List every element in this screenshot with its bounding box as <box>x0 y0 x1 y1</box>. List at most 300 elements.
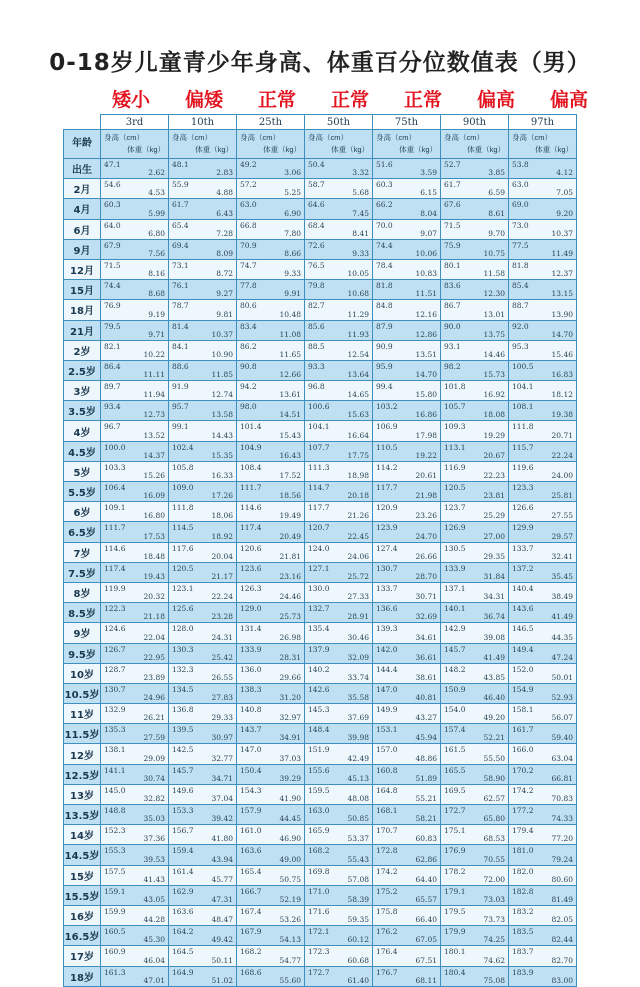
weight-value: 12.66 <box>279 370 301 380</box>
height-value: 66.2 <box>376 200 393 210</box>
height-value: 179.5 <box>444 906 466 916</box>
weight-value: 11.93 <box>347 329 369 339</box>
height-value: 149.4 <box>512 644 534 654</box>
height-value: 160.9 <box>104 947 126 957</box>
height-value: 145.7 <box>172 765 194 775</box>
value-cell <box>305 259 373 279</box>
weight-value: 39.08 <box>483 632 505 642</box>
weight-value: 34.61 <box>415 632 437 642</box>
weight-value: 42.49 <box>347 753 369 763</box>
weight-value: 34.31 <box>483 592 505 602</box>
weight-value: 10.05 <box>347 269 369 279</box>
weight-value: 24.31 <box>211 632 233 642</box>
value-cell <box>305 663 373 683</box>
weight-value: 43.27 <box>415 713 437 723</box>
weight-value: 36.61 <box>415 652 437 662</box>
percentile-header: 75th <box>373 115 441 130</box>
value-cell <box>509 482 577 502</box>
weight-value: 21.17 <box>211 571 233 581</box>
value-cell <box>237 461 305 481</box>
table-body <box>64 159 577 987</box>
weight-value: 27.33 <box>347 592 369 602</box>
height-value: 124.6 <box>104 624 126 634</box>
value-cell <box>237 239 305 259</box>
table-row <box>64 926 577 946</box>
value-cell <box>101 845 169 865</box>
value-cell <box>441 381 509 401</box>
weight-value: 29.57 <box>551 531 573 541</box>
weight-value: 22.45 <box>347 531 369 541</box>
weight-value: 13.52 <box>143 430 165 440</box>
weight-value: 8.68 <box>148 289 165 299</box>
height-value: 77.5 <box>512 240 529 250</box>
age-cell: 21月 <box>64 320 101 340</box>
weight-value: 51.02 <box>211 975 233 985</box>
category-labels <box>96 85 596 115</box>
height-label: 身高（cm） <box>376 133 416 142</box>
value-cell <box>509 401 577 421</box>
weight-value: 10.75 <box>483 248 505 258</box>
weight-value: 35.45 <box>551 571 573 581</box>
height-value: 98.2 <box>444 361 461 371</box>
weight-value: 3.32 <box>352 168 369 178</box>
value-cell <box>237 805 305 825</box>
table-row <box>64 360 577 380</box>
height-value: 105.7 <box>444 402 466 412</box>
value-cell <box>305 825 373 845</box>
height-value: 111.7 <box>104 523 126 533</box>
value-cell <box>237 421 305 441</box>
value-cell <box>101 825 169 845</box>
value-cell <box>101 421 169 441</box>
weight-value: 36.74 <box>483 612 505 622</box>
weight-value: 25.29 <box>483 511 505 521</box>
weight-value: 12.16 <box>415 309 437 319</box>
table-row <box>64 280 577 300</box>
weight-value: 45.94 <box>415 733 437 743</box>
height-value: 88.5 <box>308 341 325 351</box>
weight-value: 32.97 <box>279 713 301 723</box>
value-cell <box>305 522 373 542</box>
value-cell <box>441 744 509 764</box>
age-cell: 16岁 <box>64 905 101 925</box>
weight-value: 8.04 <box>420 208 437 218</box>
value-cell <box>237 663 305 683</box>
table-row <box>64 704 577 724</box>
height-value: 82.7 <box>308 301 325 311</box>
weight-value: 16.92 <box>483 390 505 400</box>
height-value: 99.4 <box>376 382 393 392</box>
value-cell <box>101 522 169 542</box>
weight-value: 27.59 <box>143 733 165 743</box>
age-cell: 9月 <box>64 239 101 259</box>
age-cell: 14岁 <box>64 825 101 845</box>
height-value: 129.0 <box>240 604 262 614</box>
weight-value: 28.70 <box>415 571 437 581</box>
value-cell <box>237 744 305 764</box>
value-cell <box>237 219 305 239</box>
height-value: 61.7 <box>444 180 461 190</box>
height-value: 91.9 <box>172 382 189 392</box>
table-row <box>64 683 577 703</box>
height-value: 127.1 <box>308 563 330 573</box>
table-row <box>64 482 577 502</box>
weight-value: 24.06 <box>347 551 369 561</box>
weight-value: 14.43 <box>211 430 233 440</box>
height-value: 104.9 <box>240 442 262 452</box>
value-cell <box>101 764 169 784</box>
value-cell <box>237 300 305 320</box>
height-label: 身高（cm） <box>444 133 484 142</box>
value-cell <box>509 905 577 925</box>
height-value: 79.8 <box>308 281 325 291</box>
height-value: 145.3 <box>308 705 330 715</box>
weight-value: 19.49 <box>279 511 301 521</box>
height-value: 90.0 <box>444 321 461 331</box>
value-cell <box>441 724 509 744</box>
value-cell <box>237 885 305 905</box>
value-cell <box>305 320 373 340</box>
weight-value: 7.80 <box>284 228 301 238</box>
height-value: 129.9 <box>512 523 534 533</box>
weight-value: 38.61 <box>415 672 437 682</box>
height-value: 95.9 <box>376 361 393 371</box>
weight-value: 9.70 <box>488 228 505 238</box>
height-value: 164.2 <box>172 927 194 937</box>
value-cell <box>373 582 441 602</box>
table-row <box>64 643 577 663</box>
weight-value: 5.25 <box>284 188 301 198</box>
height-value: 108.4 <box>240 462 262 472</box>
value-cell <box>237 542 305 562</box>
value-cell <box>441 461 509 481</box>
value-cell <box>373 199 441 219</box>
height-value: 87.9 <box>376 321 393 331</box>
table-row <box>64 179 577 199</box>
table-row <box>64 542 577 562</box>
height-value: 128.7 <box>104 664 126 674</box>
weight-value: 26.66 <box>415 551 437 561</box>
age-cell: 9.5岁 <box>64 643 101 663</box>
table-row <box>64 905 577 925</box>
height-value: 114.6 <box>240 503 262 513</box>
value-cell <box>373 784 441 804</box>
weight-value: 46.04 <box>143 955 165 965</box>
weight-value: 44.45 <box>279 814 301 824</box>
height-value: 171.6 <box>308 906 330 916</box>
value-cell <box>373 522 441 542</box>
weight-value: 41.43 <box>143 874 165 884</box>
weight-value: 3.85 <box>488 168 505 178</box>
weight-value: 77.20 <box>551 834 573 844</box>
weight-value: 48.08 <box>347 794 369 803</box>
value-cell <box>373 966 441 986</box>
height-value: 133.9 <box>240 644 262 654</box>
weight-value: 34.71 <box>211 773 233 783</box>
height-value: 135.4 <box>308 624 330 634</box>
value-cell <box>441 159 509 179</box>
weight-value: 9.71 <box>148 329 165 339</box>
weight-value: 57.08 <box>347 874 369 884</box>
value-cell <box>101 320 169 340</box>
height-value: 114.7 <box>308 483 330 492</box>
height-value: 147.0 <box>376 684 398 694</box>
height-value: 109.0 <box>172 483 194 492</box>
height-value: 119.9 <box>104 583 126 593</box>
height-value: 108.1 <box>512 402 534 412</box>
weight-value: 23.81 <box>483 491 505 501</box>
weight-value: 25.42 <box>211 652 233 662</box>
table-row <box>64 239 577 259</box>
value-cell <box>305 905 373 925</box>
table-row <box>64 865 577 885</box>
height-value: 76.9 <box>104 301 121 311</box>
age-cell: 6岁 <box>64 502 101 522</box>
value-cell <box>305 421 373 441</box>
value-cell <box>101 724 169 744</box>
weight-value: 29.66 <box>279 672 301 682</box>
age-cell: 2.5岁 <box>64 360 101 380</box>
height-value: 126.6 <box>512 503 534 513</box>
weight-value: 12.73 <box>143 410 165 420</box>
height-value: 143.6 <box>512 604 534 614</box>
value-cell <box>441 926 509 946</box>
weight-value: 73.73 <box>483 915 505 925</box>
weight-value: 29.09 <box>143 753 165 763</box>
value-cell <box>509 724 577 744</box>
value-cell <box>305 381 373 401</box>
value-cell <box>169 381 237 401</box>
table-row <box>64 562 577 582</box>
weight-value: 59.40 <box>551 733 573 743</box>
table-row <box>64 522 577 542</box>
weight-label: 体重（kg） <box>399 145 437 154</box>
percentile-header: 50th <box>305 115 373 130</box>
weight-value: 50.85 <box>347 814 369 824</box>
category-label: 偏高 <box>476 89 515 111</box>
height-value: 104.1 <box>512 382 534 392</box>
value-cell <box>169 724 237 744</box>
value-cell <box>237 360 305 380</box>
value-cell <box>101 502 169 522</box>
weight-value: 16.43 <box>279 450 301 460</box>
height-value: 109.3 <box>444 422 466 432</box>
height-value: 148.2 <box>444 664 466 674</box>
value-cell <box>237 603 305 623</box>
height-value: 123.3 <box>512 483 534 492</box>
height-value: 50.4 <box>308 160 325 169</box>
weight-value: 39.29 <box>279 773 301 783</box>
weight-value: 54.13 <box>279 935 301 945</box>
weight-value: 19.22 <box>415 450 437 460</box>
height-value: 86.7 <box>444 301 461 311</box>
value-cell <box>373 562 441 582</box>
weight-value: 46.40 <box>483 693 505 703</box>
value-cell <box>373 441 441 461</box>
weight-value: 4.53 <box>148 188 165 198</box>
weight-value: 11.85 <box>211 370 233 380</box>
table-row <box>64 441 577 461</box>
value-cell <box>169 643 237 663</box>
age-cell: 2岁 <box>64 340 101 360</box>
height-value: 135.3 <box>104 725 126 735</box>
height-value: 65.4 <box>172 220 189 230</box>
value-cell <box>169 704 237 724</box>
weight-value: 55.60 <box>279 975 301 985</box>
value-cell <box>509 845 577 865</box>
value-cell <box>441 966 509 986</box>
height-value: 80.1 <box>444 260 461 270</box>
height-value: 176.7 <box>376 967 398 977</box>
weight-value: 16.09 <box>143 491 165 501</box>
weight-value: 9.19 <box>148 309 165 319</box>
height-value: 171.0 <box>308 886 330 896</box>
value-cell <box>169 300 237 320</box>
value-cell <box>441 179 509 199</box>
value-cell <box>169 966 237 986</box>
value-cell <box>441 280 509 300</box>
weight-value: 22.23 <box>483 471 505 480</box>
height-value: 128.0 <box>172 624 194 634</box>
value-cell <box>509 966 577 986</box>
value-cell <box>441 421 509 441</box>
height-value: 172.1 <box>308 927 330 937</box>
weight-value: 29.35 <box>483 551 505 561</box>
height-value: 101.4 <box>240 422 262 432</box>
weight-value: 50.01 <box>551 672 573 682</box>
age-cell: 13岁 <box>64 784 101 804</box>
weight-value: 32.69 <box>415 612 437 622</box>
value-cell <box>305 300 373 320</box>
age-cell: 11岁 <box>64 704 101 724</box>
height-value: 163.0 <box>308 806 330 815</box>
height-value: 111.7 <box>240 483 262 492</box>
height-value: 169.8 <box>308 866 330 876</box>
value-cell <box>509 744 577 764</box>
weight-value: 35.03 <box>143 814 165 824</box>
category-label: 正常 <box>403 89 442 111</box>
value-cell <box>305 179 373 199</box>
value-cell <box>101 340 169 360</box>
weight-value: 9.20 <box>556 208 573 218</box>
weight-value: 13.75 <box>483 329 505 339</box>
weight-value: 18.08 <box>483 410 505 420</box>
height-value: 90.9 <box>376 341 393 351</box>
weight-value: 56.07 <box>551 713 573 723</box>
height-value: 180.1 <box>444 947 466 957</box>
height-value: 117.4 <box>240 523 262 533</box>
value-cell <box>441 623 509 643</box>
weight-value: 24.96 <box>143 693 165 703</box>
height-value: 104.1 <box>308 422 330 432</box>
table-row <box>64 724 577 744</box>
height-value: 106.9 <box>376 422 398 432</box>
age-cell: 15.5岁 <box>64 885 101 905</box>
value-cell <box>373 300 441 320</box>
value-cell <box>169 199 237 219</box>
value-cell <box>101 199 169 219</box>
height-value: 152.0 <box>512 664 534 674</box>
height-value: 123.6 <box>240 563 262 573</box>
table-row <box>64 885 577 905</box>
weight-value: 43.85 <box>483 672 505 682</box>
height-value: 125.6 <box>172 604 194 614</box>
value-cell <box>373 865 441 885</box>
height-value: 168.2 <box>308 846 330 856</box>
height-value: 137.2 <box>512 563 534 573</box>
weight-value: 49.42 <box>211 935 233 945</box>
value-cell <box>509 562 577 582</box>
value-cell <box>509 259 577 279</box>
value-cell <box>237 946 305 966</box>
value-cell <box>237 764 305 784</box>
value-cell <box>373 885 441 905</box>
height-value: 161.3 <box>104 967 126 977</box>
weight-value: 47.01 <box>143 975 165 985</box>
height-value: 179.9 <box>444 927 466 937</box>
age-cell: 4月 <box>64 199 101 219</box>
value-cell <box>305 784 373 804</box>
value-cell <box>509 340 577 360</box>
value-cell <box>509 320 577 340</box>
weight-value: 15.73 <box>483 370 505 380</box>
value-cell <box>441 704 509 724</box>
value-cell <box>169 401 237 421</box>
height-value: 70.9 <box>240 240 257 250</box>
category-label: 偏矮 <box>184 89 223 111</box>
height-value: 159.4 <box>172 846 194 856</box>
height-value: 179.1 <box>444 886 466 896</box>
weight-value: 25.73 <box>279 612 301 622</box>
value-cell <box>305 562 373 582</box>
weight-value: 40.81 <box>415 693 437 703</box>
value-cell <box>509 542 577 562</box>
weight-value: 37.04 <box>211 794 233 803</box>
value-cell <box>101 381 169 401</box>
height-value: 163.6 <box>240 846 262 856</box>
table-row <box>64 259 577 279</box>
height-value: 176.4 <box>376 947 398 957</box>
weight-value: 74.33 <box>551 814 573 824</box>
value-cell <box>373 340 441 360</box>
height-value: 71.5 <box>104 260 121 270</box>
value-cell <box>237 683 305 703</box>
value-cell <box>169 280 237 300</box>
weight-label: 体重（kg） <box>467 145 505 154</box>
weight-value: 9.07 <box>420 228 437 238</box>
value-cell <box>509 159 577 179</box>
value-cell <box>237 259 305 279</box>
weight-value: 73.03 <box>483 894 505 904</box>
height-value: 145.7 <box>444 644 466 654</box>
weight-value: 37.03 <box>279 753 301 763</box>
height-value: 60.3 <box>104 200 121 210</box>
weight-value: 30.74 <box>143 773 165 783</box>
table-row <box>64 502 577 522</box>
height-value: 136.0 <box>240 664 262 674</box>
weight-value: 49.20 <box>483 713 505 723</box>
value-cell <box>237 280 305 300</box>
weight-value: 46.90 <box>279 834 301 844</box>
weight-value: 14.70 <box>415 370 437 380</box>
value-cell <box>373 159 441 179</box>
height-value: 161.7 <box>512 725 534 735</box>
height-value: 150.4 <box>240 765 262 775</box>
value-cell <box>101 582 169 602</box>
height-value: 93.4 <box>104 402 121 412</box>
table-row <box>64 966 577 986</box>
value-cell <box>169 764 237 784</box>
